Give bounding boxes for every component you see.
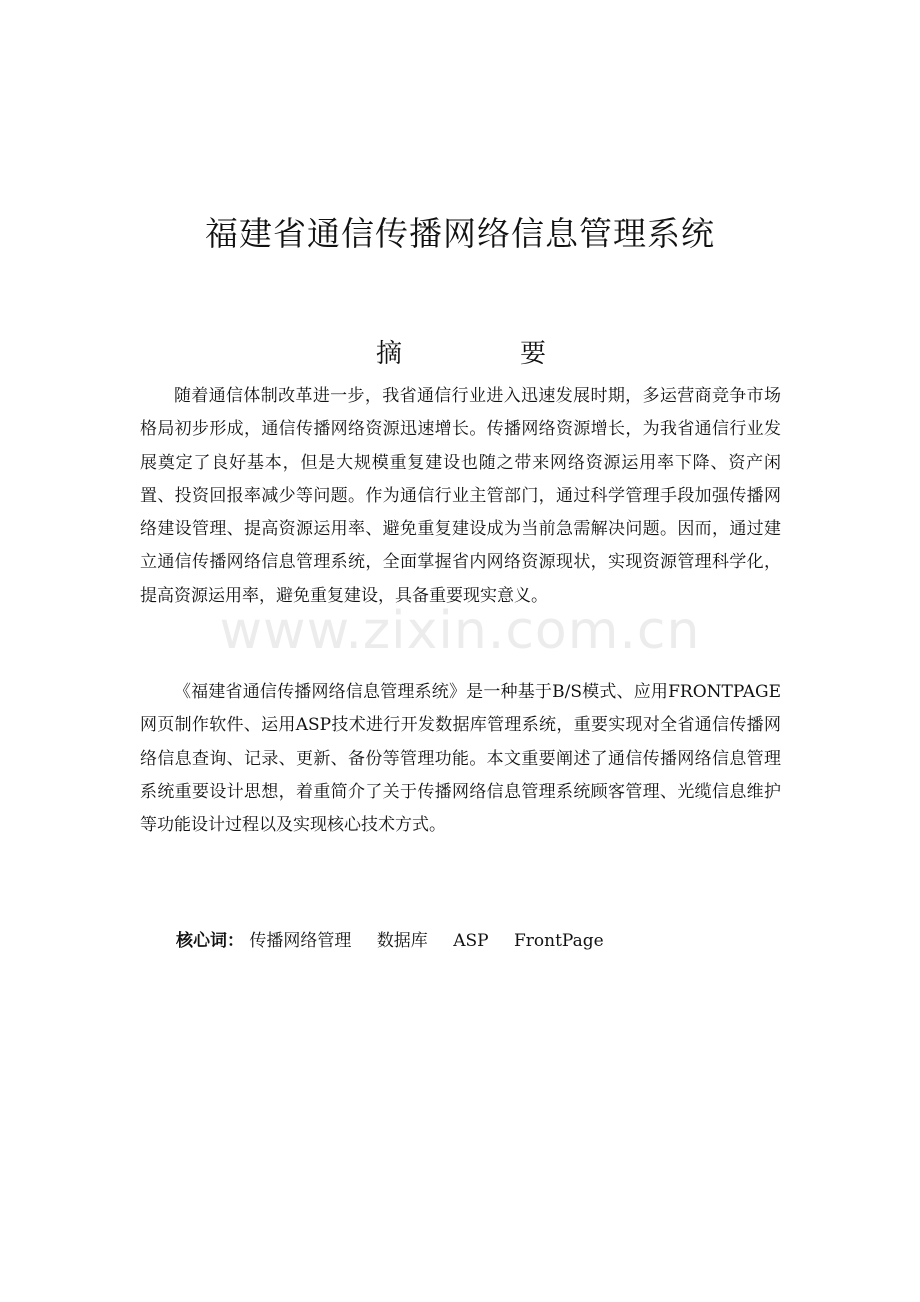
- watermark-text: www.zixin.com.cn: [219, 601, 701, 661]
- abstract-heading: [376, 334, 546, 374]
- abstract-heading-char-2: 要: [519, 339, 546, 369]
- keyword-item: FrontPage: [514, 931, 604, 951]
- keyword-item: 传播网络管理: [249, 931, 352, 951]
- keywords-label: 核心词：: [176, 931, 244, 951]
- abstract-heading-char-1: 摘: [376, 339, 403, 369]
- keyword-item: ASP: [453, 931, 489, 951]
- abstract-paragraph-2: 《福建省通信传播网络信息管理系统》是一种基于B/S模式、应用FRONTPAGE网页制作软件、运用ASP技术进行开发数据库管理系统，重要实现对全省通信传播网络信息查询、记录、更新、备份等管理功能。本文重要阐述了通信传播网络信息管理系统重要设计思想，着重简介了关于传播网络信息管理系统顾客管理、光缆信息维护等功能设计过程以及实现核心技术方式。: [140, 682, 781, 836]
- document-title: 福建省通信传播网络信息管理系统: [205, 214, 715, 253]
- keyword-item: 数据库: [376, 931, 428, 951]
- keywords-line: [176, 925, 624, 957]
- abstract-paragraph-1: 随着通信体制改革进一步，我省通信行业进入迅速发展时期，多运营商竞争市场格局初步形成，通信传播网络资源迅速增长。传播网络资源增长，为我省通信行业发展奠定了良好基本，但是大规模重复建设也随之带来网络资源运用率下降、资产闲置、投资回报率减少等问题。作为通信行业主管部门，通过科学管理手段加强传播网络建设管理、提高资源运用率、避免重复建设成为当前急需解决问题。因而，通过建立通信传播网络信息管理系统，全面掌握省内网络资源现状，实现资源管理科学化，提高资源运用率，避免重复建设，具备重要现实意义。: [140, 386, 781, 606]
